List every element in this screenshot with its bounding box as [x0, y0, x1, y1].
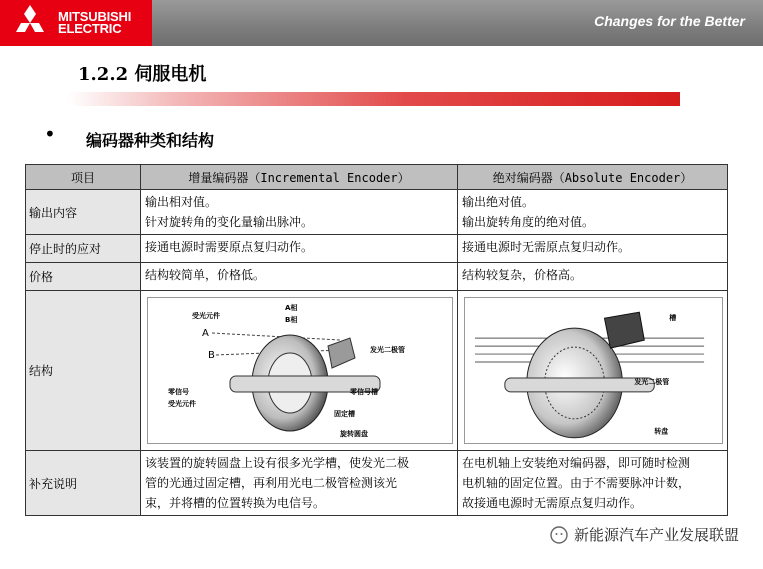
label-signal-b: B	[208, 350, 215, 361]
label-zero-slot: 零信号槽	[350, 388, 378, 396]
header-item: 项目	[26, 165, 141, 190]
label-phase-a: A相	[285, 304, 298, 312]
header-incremental: 增量编码器（Incremental Encoder）	[141, 165, 458, 190]
row-label: 输出内容	[26, 190, 141, 235]
incremental-encoder-diagram	[147, 297, 453, 444]
label-led: 发光二极管	[634, 377, 670, 386]
absolute-cell: 接通电源时无需原点复归动作。	[458, 235, 728, 263]
label-receiver-bottom: 受光元件	[168, 400, 196, 408]
incremental-cell: 接通电源时需要原点复归动作。	[141, 235, 458, 263]
three-diamonds-icon	[8, 4, 52, 42]
label-phase-b: B相	[285, 316, 298, 324]
label-receiver-top: 受光元件	[192, 312, 220, 320]
label-zero-signal: 零信号	[168, 388, 189, 396]
absolute-cell: 在电机轴上安装绝对编码器，即可随时检测 电机轴的固定位置。由于不需要脉冲计数， 故接通电源时无需原点复归动作。	[458, 451, 728, 516]
table-row	[26, 190, 728, 235]
label-slot: 槽	[669, 314, 677, 323]
row-label: 结构	[26, 291, 141, 451]
row-label: 价格	[26, 263, 141, 291]
label-rotating-disk: 旋转圆盘	[340, 430, 368, 438]
bullet-icon: •	[44, 122, 56, 146]
row-label: 停止时的应对	[26, 235, 141, 263]
watermark-text: 新能源汽车产业发展联盟	[573, 526, 739, 544]
watermark	[550, 524, 739, 545]
table-row	[26, 451, 728, 516]
brand-wordmark: MITSUBISHI ELECTRIC	[58, 9, 132, 36]
table-row	[26, 263, 728, 291]
table-row	[26, 235, 728, 263]
row-label: 补充说明	[26, 451, 141, 516]
page-title	[78, 60, 206, 86]
header-band	[152, 0, 763, 46]
wechat-icon	[550, 526, 568, 544]
absolute-encoder-diagram	[464, 297, 723, 444]
incremental-cell: 结构较简单，价格低。	[141, 263, 458, 291]
section-title-text: 伺服电机	[134, 64, 207, 85]
table-row	[26, 291, 728, 451]
header-absolute: 绝对编码器（Absolute Encoder）	[458, 165, 728, 190]
absolute-cell: 结构较复杂，价格高。	[458, 263, 728, 291]
title-underline-bar	[68, 92, 680, 106]
incremental-diagram-cell	[141, 291, 458, 451]
incremental-cell: 该装置的旋转圆盘上设有很多光学槽，使发光二极 管的光通过固定槽，再利用光电二极管检测该光 束，并将槽的位置转换为电信号。	[141, 451, 458, 516]
slogan: Changes for the Better	[594, 13, 745, 29]
absolute-cell: 输出绝对值。 输出旋转角度的绝对值。	[458, 190, 728, 235]
brand-logo	[0, 0, 152, 46]
label-turntable: 转盘	[654, 427, 669, 436]
label-led: 发光二极管	[370, 346, 405, 354]
encoder-comparison-table	[25, 164, 728, 516]
absolute-diagram-cell	[458, 291, 728, 451]
section-number: 1.2.2	[78, 64, 129, 85]
bullet-heading: 编码器种类和结构	[86, 131, 215, 150]
label-fixed-slot: 固定槽	[334, 410, 355, 418]
label-signal-a: A	[202, 328, 209, 339]
incremental-cell: 输出相对值。 针对旋转角的变化量输出脉冲。	[141, 190, 458, 235]
table-header-row	[26, 165, 728, 190]
